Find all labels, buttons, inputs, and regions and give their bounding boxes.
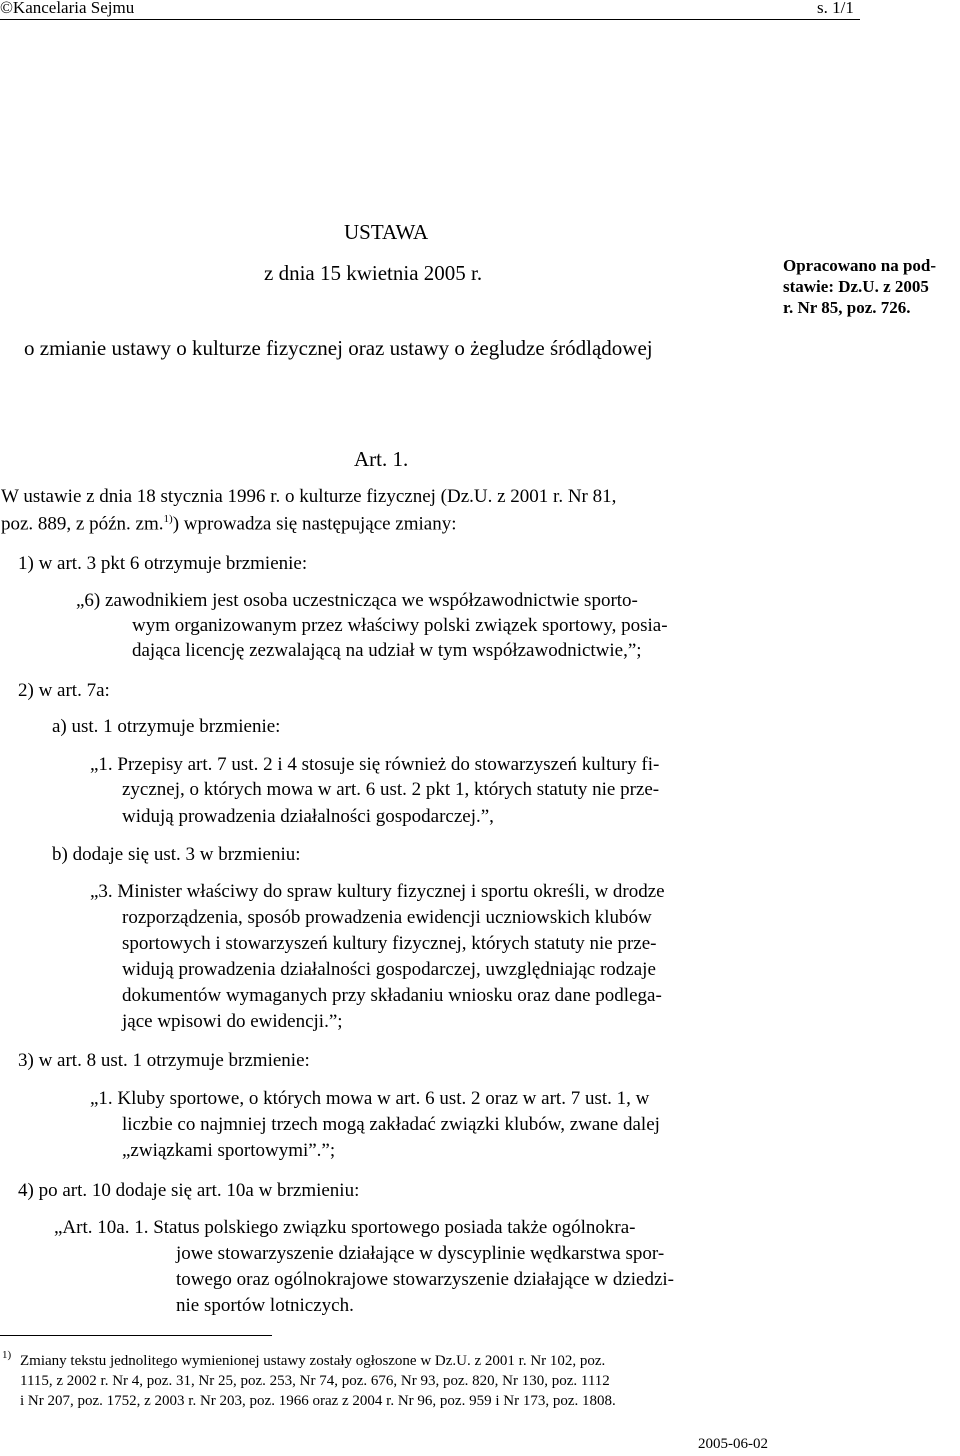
header-rule — [0, 19, 860, 20]
footnote-mark: 1) — [2, 1349, 12, 1361]
point-4-quote-line-2: jowe stowarzyszenie działające w dyscyplinie wędkarstwa spor- — [176, 1243, 665, 1264]
footnote-line-2: 1115, z 2002 r. Nr 4, poz. 31, Nr 25, poz. 253, Nr 74, poz. 676, Nr 93, poz. 820, Nr 130, poz. 1112 — [20, 1373, 610, 1389]
point-2a-quote-line-2: zycznej, o których mowa w art. 6 ust. 2 pkt 1, których statuty nie prze- — [122, 779, 660, 800]
point-1-quote-line-1: „6) zawodnikiem jest osoba uczestnicząca we współzawodnictwie sporto- — [76, 590, 638, 611]
point-2a-quote-line-3: widują prowadzenia działalności gospodarczej.”, — [122, 806, 494, 827]
point-2b-quote-line-3: sportowych i stowarzyszeń kultury fizycznej, których statuty nie prze- — [122, 933, 657, 954]
article-intro-text: poz. 889, z późn. zm. — [1, 513, 164, 535]
article-intro-line-1: W ustawie z dnia 18 stycznia 1996 r. o kulturze fizycznej (Dz.U. z 2001 r. Nr 81, — [1, 486, 617, 507]
footnote-line-3: i Nr 207, poz. 1752, z 2003 r. Nr 203, poz. 1966 oraz z 2004 r. Nr 96, poz. 959 i Nr 173, poz. 1808. — [20, 1393, 616, 1409]
source-note-line-2: stawie: Dz.U. z 2005 — [783, 277, 929, 296]
header-page-number: s. 1/1 — [817, 0, 854, 17]
point-2b-quote-line-4: widują prowadzenia działalności gospodarczej, uwzględniając rodzaje — [122, 959, 656, 980]
point-3-quote-line-3: „związkami sportowymi”.”; — [122, 1140, 336, 1161]
article-heading: Art. 1. — [354, 447, 409, 471]
point-1-quote-line-3: dająca licencję zezwalającą na udział w tym współzawodnictwie,”; — [132, 640, 642, 661]
point-2b-quote-line-6: jące wpisowi do ewidencji.”; — [122, 1011, 343, 1032]
footnote-line-1: Zmiany tekstu jednolitego wymienionej ustawy zostały ogłoszone w Dz.U. z 2001 r. Nr 102, poz. — [20, 1353, 606, 1369]
act-type: USTAWA — [344, 220, 429, 244]
point-2b-quote-line-1: „3. Minister właściwy do spraw kultury fizycznej i sportu określi, w drodze — [90, 881, 665, 902]
footer-date: 2005-06-02 — [698, 1436, 768, 1452]
act-date: z dnia 15 kwietnia 2005 r. — [264, 261, 483, 285]
point-3-quote-line-1: „1. Kluby sportowe, o których mowa w art. 6 ust. 2 oraz w art. 7 ust. 1, w — [90, 1088, 650, 1109]
point-4-quote-line-4: nie sportów lotniczych. — [176, 1295, 354, 1316]
source-note — [783, 255, 936, 318]
source-note-line-1: Opracowano na pod- — [783, 256, 937, 275]
point-4-quote-line-1: „Art. 10a. 1. Status polskiego związku sportowego posiada także ogólnokra- — [54, 1217, 636, 1238]
article-intro-line-2 — [1, 513, 457, 535]
point-2b-quote-line-5: dokumentów wymaganych przy składaniu wniosku oraz dane podlega- — [122, 985, 662, 1006]
act-subject: o zmianie ustawy o kulturze fizycznej oraz ustawy o żegludze śródlądowej — [24, 336, 653, 360]
footnote-reference: 1) — [163, 513, 173, 525]
point-3-quote-line-2: liczbie co najmniej trzech mogą zakładać związki klubów, zwane dalej — [122, 1114, 660, 1135]
point-1: 1) w art. 3 pkt 6 otrzymuje brzmienie: — [18, 553, 308, 574]
point-2a-quote-line-1: „1. Przepisy art. 7 ust. 2 i 4 stosuje się również do stowarzyszeń kultury fi- — [90, 754, 660, 775]
point-3: 3) w art. 8 ust. 1 otrzymuje brzmienie: — [18, 1050, 310, 1071]
point-4-quote-line-3: towego oraz ogólnokrajowe stowarzyszenie działające w dziedzi- — [176, 1269, 674, 1290]
source-note-line-3: r. Nr 85, poz. 726. — [783, 298, 911, 317]
article-intro-text-end: ) wprowadza się następujące zmiany: — [172, 513, 457, 535]
point-2a: a) ust. 1 otrzymuje brzmienie: — [52, 716, 281, 737]
point-2b: b) dodaje się ust. 3 w brzmieniu: — [52, 844, 301, 865]
point-1-quote-line-2: wym organizowanym przez właściwy polski związek sportowy, posia- — [132, 615, 668, 636]
point-2: 2) w art. 7a: — [18, 680, 110, 701]
point-4: 4) po art. 10 dodaje się art. 10a w brzmieniu: — [18, 1180, 360, 1201]
footnote-rule — [0, 1335, 272, 1336]
header-copyright: ©Kancelaria Sejmu — [0, 0, 135, 17]
point-2b-quote-line-2: rozporządzenia, sposób prowadzenia ewidencji uczniowskich klubów — [122, 907, 652, 928]
